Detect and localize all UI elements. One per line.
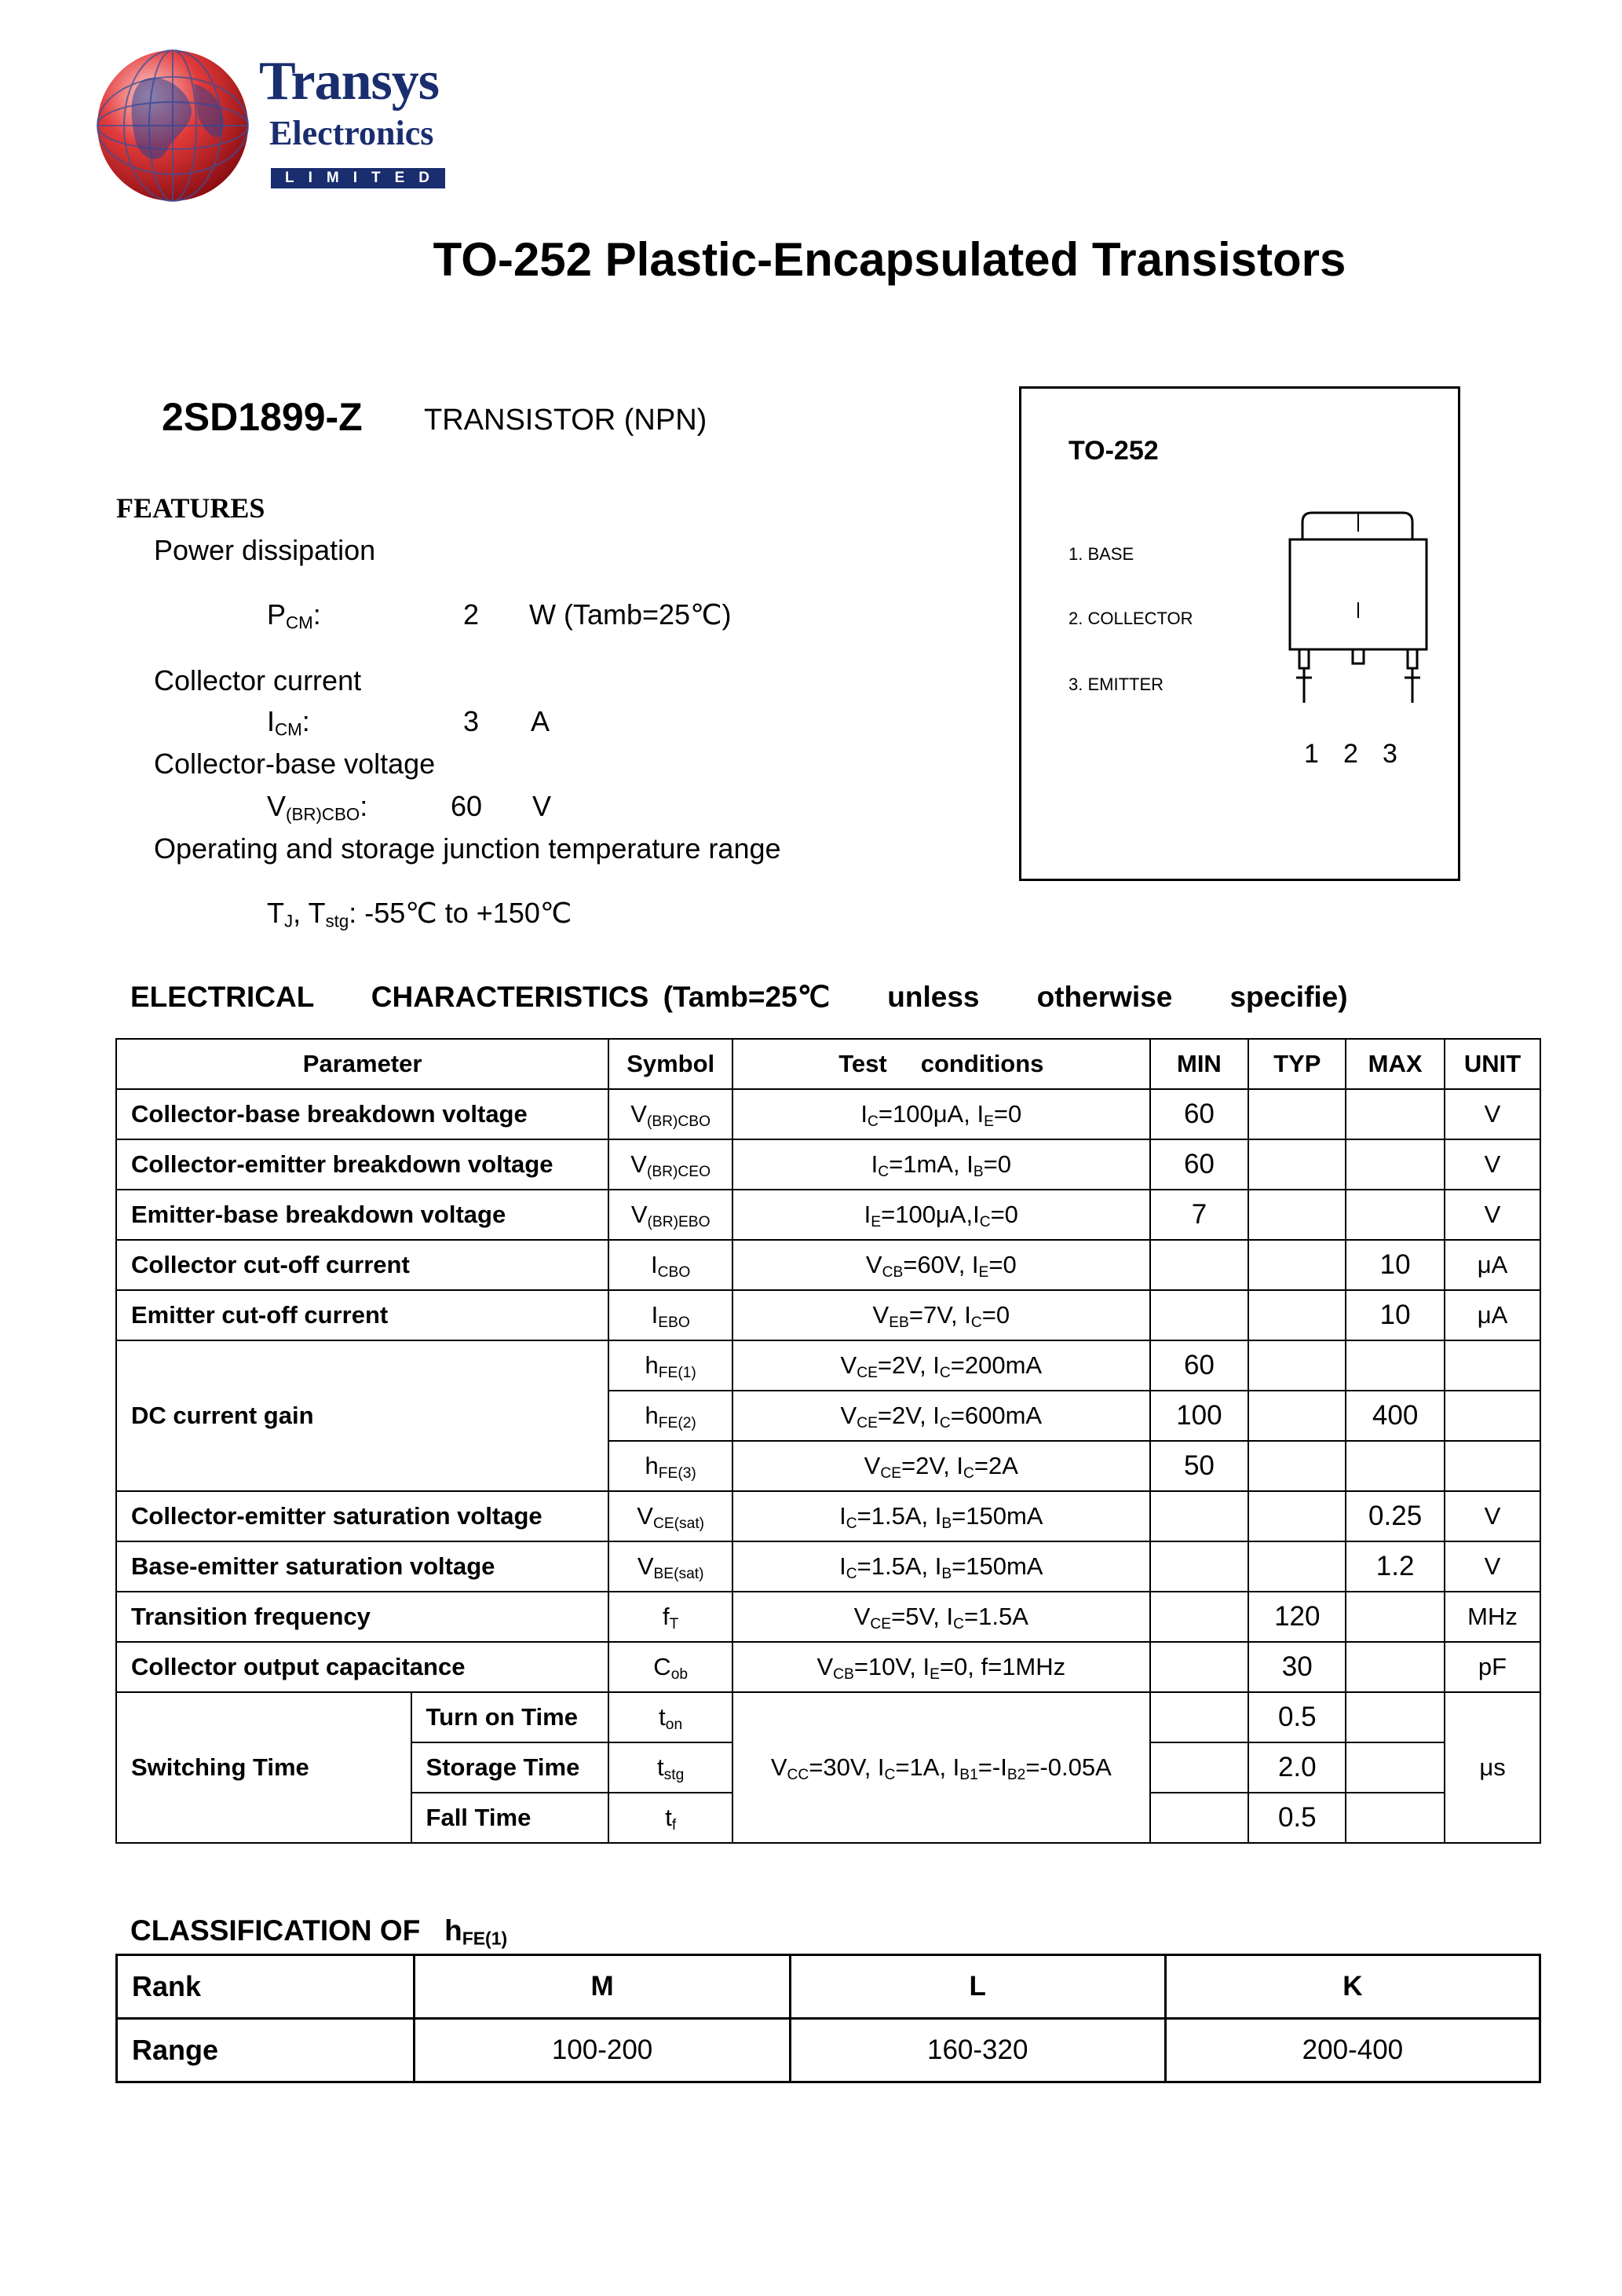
package-box	[1019, 386, 1460, 881]
table-row	[116, 1190, 1540, 1240]
pin-number-3: 3	[1383, 739, 1397, 769]
rank-label: Rank	[117, 1955, 415, 2019]
symbol-cell: $V_{(BR)CBO}$	[608, 1089, 732, 1139]
symbol-cell: $C_{ob}$	[608, 1642, 732, 1692]
condition-cell: $V_{CE}=2V$, $I_C=2A$	[732, 1441, 1149, 1491]
switching-sub-cell: Storage Time	[411, 1742, 609, 1793]
typ-cell: 0.5	[1248, 1793, 1346, 1843]
header-min: MIN	[1150, 1039, 1249, 1089]
feature-current-value: 3	[463, 705, 480, 737]
max-cell	[1346, 1139, 1445, 1190]
typ-cell	[1248, 1541, 1346, 1592]
unit-cell	[1445, 1391, 1540, 1441]
condition-cell: $I_C=100\mu A$, $I_E=0$	[732, 1089, 1149, 1139]
typ-cell	[1248, 1441, 1346, 1491]
features-heading: FEATURES	[116, 492, 265, 524]
classification-heading: CLASSIFICATION OF $h_{FE(1)}$	[130, 1914, 508, 1949]
min-cell: 100	[1150, 1391, 1249, 1441]
table-row	[116, 1139, 1540, 1190]
rank-m: M	[415, 1955, 790, 2019]
logo-globe-icon	[96, 49, 250, 203]
switching-sub-cell: Fall Time	[411, 1793, 609, 1843]
pin-2-label: 2. COLLECTOR	[1069, 609, 1193, 628]
part-type: TRANSISTOR (NPN)	[424, 404, 707, 437]
unit-cell: V	[1445, 1491, 1540, 1541]
pin-1-label: 1. BASE	[1069, 544, 1134, 564]
pin-number-1: 1	[1304, 739, 1319, 769]
feature-voltage-label: Collector-base voltage	[154, 748, 436, 780]
min-cell	[1150, 1541, 1249, 1592]
condition-cell: $I_C=1mA$, $I_B=0$	[732, 1139, 1149, 1190]
min-cell	[1150, 1240, 1249, 1290]
max-cell	[1346, 1190, 1445, 1240]
table-row	[116, 1692, 1540, 1742]
typ-cell	[1248, 1491, 1346, 1541]
condition-cell: $V_{CE}=2V$, $I_C=600mA$	[732, 1391, 1149, 1441]
logo-subtitle: Electronics	[269, 114, 434, 152]
max-cell	[1346, 1441, 1445, 1491]
typ-cell	[1248, 1391, 1346, 1441]
header-parameter: Parameter	[116, 1039, 608, 1089]
unit-cell	[1445, 1340, 1540, 1391]
condition-cell: $I_C=1.5A$, $I_B=150mA$	[732, 1541, 1149, 1592]
param-cell: Collector-emitter breakdown voltage	[116, 1139, 608, 1190]
unit-cell: μA	[1445, 1240, 1540, 1290]
param-cell: Collector-emitter saturation voltage	[116, 1491, 608, 1541]
symbol-cell: $h_{FE(1)}$	[608, 1340, 732, 1391]
table-row	[116, 1240, 1540, 1290]
typ-cell: 120	[1248, 1592, 1346, 1642]
condition-cell: $V_{CC}=30V$, $I_C=1A$, $I_{B1}=-I_{B2}=-0.05A$	[732, 1692, 1149, 1843]
param-cell: Transition frequency	[116, 1592, 608, 1642]
table-row	[117, 1955, 1540, 2019]
logo-name: Transys	[259, 51, 439, 112]
condition-cell: $V_{CB}=60V$, $I_E=0$	[732, 1240, 1149, 1290]
max-cell: 0.25	[1346, 1491, 1445, 1541]
condition-cell: $I_C=1.5A$, $I_B=150mA$	[732, 1491, 1149, 1541]
range-k: 200-400	[1165, 2019, 1540, 2082]
max-cell	[1346, 1592, 1445, 1642]
table-row	[116, 1592, 1540, 1642]
typ-cell: 30	[1248, 1642, 1346, 1692]
feature-temp-value: $T_J$, $T_{stg}$: -55℃ to +150℃	[267, 897, 572, 931]
max-cell: 10	[1346, 1240, 1445, 1290]
header-unit: UNIT	[1445, 1039, 1540, 1089]
switching-param-cell: Switching Time	[116, 1692, 411, 1843]
range-l: 160-320	[790, 2019, 1165, 2082]
table-row	[116, 1290, 1540, 1340]
min-cell: 7	[1150, 1190, 1249, 1240]
min-cell: 60	[1150, 1089, 1249, 1139]
feature-power-unit: W (Tamb=25℃)	[529, 598, 732, 631]
package-name: TO-252	[1069, 436, 1159, 466]
feature-current-symbol: $I_{CM}$:	[267, 705, 310, 740]
symbol-cell: $V_{(BR)CEO}$	[608, 1139, 732, 1190]
feature-power-value: 2	[463, 598, 480, 631]
feature-voltage-value: 60	[451, 790, 483, 822]
feature-current-label: Collector current	[154, 664, 362, 696]
param-cell: Emitter cut-off current	[116, 1290, 608, 1340]
table-row	[116, 1642, 1540, 1692]
param-cell: Collector cut-off current	[116, 1240, 608, 1290]
param-cell: DC current gain	[116, 1340, 608, 1491]
condition-cell: $V_{CE}=2V$, $I_C=200mA$	[732, 1340, 1149, 1391]
header-test-conditions: Test conditions	[732, 1039, 1149, 1089]
rank-k: K	[1165, 1955, 1540, 2019]
header-typ: TYP	[1248, 1039, 1346, 1089]
unit-cell: MHz	[1445, 1592, 1540, 1642]
min-cell: 60	[1150, 1139, 1249, 1190]
min-cell	[1150, 1592, 1249, 1642]
min-cell	[1150, 1793, 1249, 1843]
min-cell	[1150, 1491, 1249, 1541]
pin-number-2: 2	[1343, 739, 1358, 769]
symbol-cell: $h_{FE(2)}$	[608, 1391, 732, 1441]
feature-voltage-unit: V	[532, 790, 552, 822]
min-cell: 50	[1150, 1441, 1249, 1491]
electrical-characteristics-table	[115, 1038, 1541, 1844]
condition-cell: $V_{CB}=10V$, $I_E=0$, f=1MHz	[732, 1642, 1149, 1692]
unit-cell: V	[1445, 1089, 1540, 1139]
typ-cell	[1248, 1290, 1346, 1340]
max-cell	[1346, 1742, 1445, 1793]
symbol-cell: $V_{CE(sat)}$	[608, 1491, 732, 1541]
max-cell: 1.2	[1346, 1541, 1445, 1592]
symbol-cell: $t_{on}$	[608, 1692, 732, 1742]
unit-cell: V	[1445, 1190, 1540, 1240]
max-cell: 10	[1346, 1290, 1445, 1340]
package-outline-icon	[1285, 508, 1431, 736]
typ-cell: 2.0	[1248, 1742, 1346, 1793]
max-cell	[1346, 1793, 1445, 1843]
typ-cell	[1248, 1139, 1346, 1190]
symbol-cell: $V_{(BR)EBO}$	[608, 1190, 732, 1240]
max-cell	[1346, 1089, 1445, 1139]
part-number: 2SD1899-Z	[162, 395, 363, 439]
condition-cell: $I_E=100\mu A,I_C=0$	[732, 1190, 1149, 1240]
typ-cell	[1248, 1089, 1346, 1139]
symbol-cell: $f_T$	[608, 1592, 732, 1642]
header-symbol: Symbol	[608, 1039, 732, 1089]
max-cell	[1346, 1692, 1445, 1742]
symbol-cell: $t_f$	[608, 1793, 732, 1843]
typ-cell	[1248, 1190, 1346, 1240]
max-cell: 400	[1346, 1391, 1445, 1441]
min-cell: 60	[1150, 1340, 1249, 1391]
symbol-cell: $V_{BE(sat)}$	[608, 1541, 732, 1592]
feature-power-label: Power dissipation	[154, 534, 376, 566]
table-row	[116, 1089, 1540, 1139]
ec-heading: ELECTRICAL CHARACTERISTICS (Tamb=25℃ unless otherwise specifie)	[130, 981, 1348, 1013]
unit-cell	[1445, 1441, 1540, 1491]
param-cell: Collector output capacitance	[116, 1642, 608, 1692]
min-cell	[1150, 1290, 1249, 1340]
unit-cell: μs	[1445, 1692, 1540, 1843]
condition-cell: $V_{EB}=7V$, $I_C=0$	[732, 1290, 1149, 1340]
unit-cell: μA	[1445, 1290, 1540, 1340]
feature-temp-label: Operating and storage junction temperature range	[154, 832, 781, 865]
table-row	[117, 2019, 1540, 2082]
min-cell	[1150, 1742, 1249, 1793]
max-cell	[1346, 1340, 1445, 1391]
symbol-cell: $I_{EBO}$	[608, 1290, 732, 1340]
switching-sub-cell: Turn on Time	[411, 1692, 609, 1742]
unit-cell: pF	[1445, 1642, 1540, 1692]
document-title: TO-252 Plastic-Encapsulated Transistors	[433, 233, 1346, 286]
param-cell: Emitter-base breakdown voltage	[116, 1190, 608, 1240]
unit-cell: V	[1445, 1139, 1540, 1190]
unit-cell: V	[1445, 1541, 1540, 1592]
typ-cell	[1248, 1340, 1346, 1391]
table-row	[116, 1541, 1540, 1592]
classification-table	[115, 1954, 1541, 2083]
range-m: 100-200	[415, 2019, 790, 2082]
typ-cell	[1248, 1240, 1346, 1290]
logo-limited-bar: LIMITED	[271, 168, 445, 188]
param-cell: Base-emitter saturation voltage	[116, 1541, 608, 1592]
symbol-cell: $h_{FE(3)}$	[608, 1441, 732, 1491]
feature-power-symbol: $P_{CM}$:	[267, 598, 321, 633]
rank-l: L	[790, 1955, 1165, 2019]
min-cell	[1150, 1692, 1249, 1742]
table-header-row	[116, 1039, 1540, 1089]
table-row	[116, 1340, 1540, 1391]
header-max: MAX	[1346, 1039, 1445, 1089]
feature-current-unit: A	[531, 705, 550, 737]
max-cell	[1346, 1642, 1445, 1692]
feature-voltage-symbol: $V_{(BR)CBO}$:	[267, 790, 368, 824]
pin-3-label: 3. EMITTER	[1069, 675, 1164, 694]
min-cell	[1150, 1642, 1249, 1692]
table-row	[116, 1491, 1540, 1541]
typ-cell: 0.5	[1248, 1692, 1346, 1742]
symbol-cell: $t_{stg}$	[608, 1742, 732, 1793]
range-label: Range	[117, 2019, 415, 2082]
param-cell: Collector-base breakdown voltage	[116, 1089, 608, 1139]
symbol-cell: $I_{CBO}$	[608, 1240, 732, 1290]
condition-cell: $V_{CE}=5V$, $I_C=1.5A$	[732, 1592, 1149, 1642]
